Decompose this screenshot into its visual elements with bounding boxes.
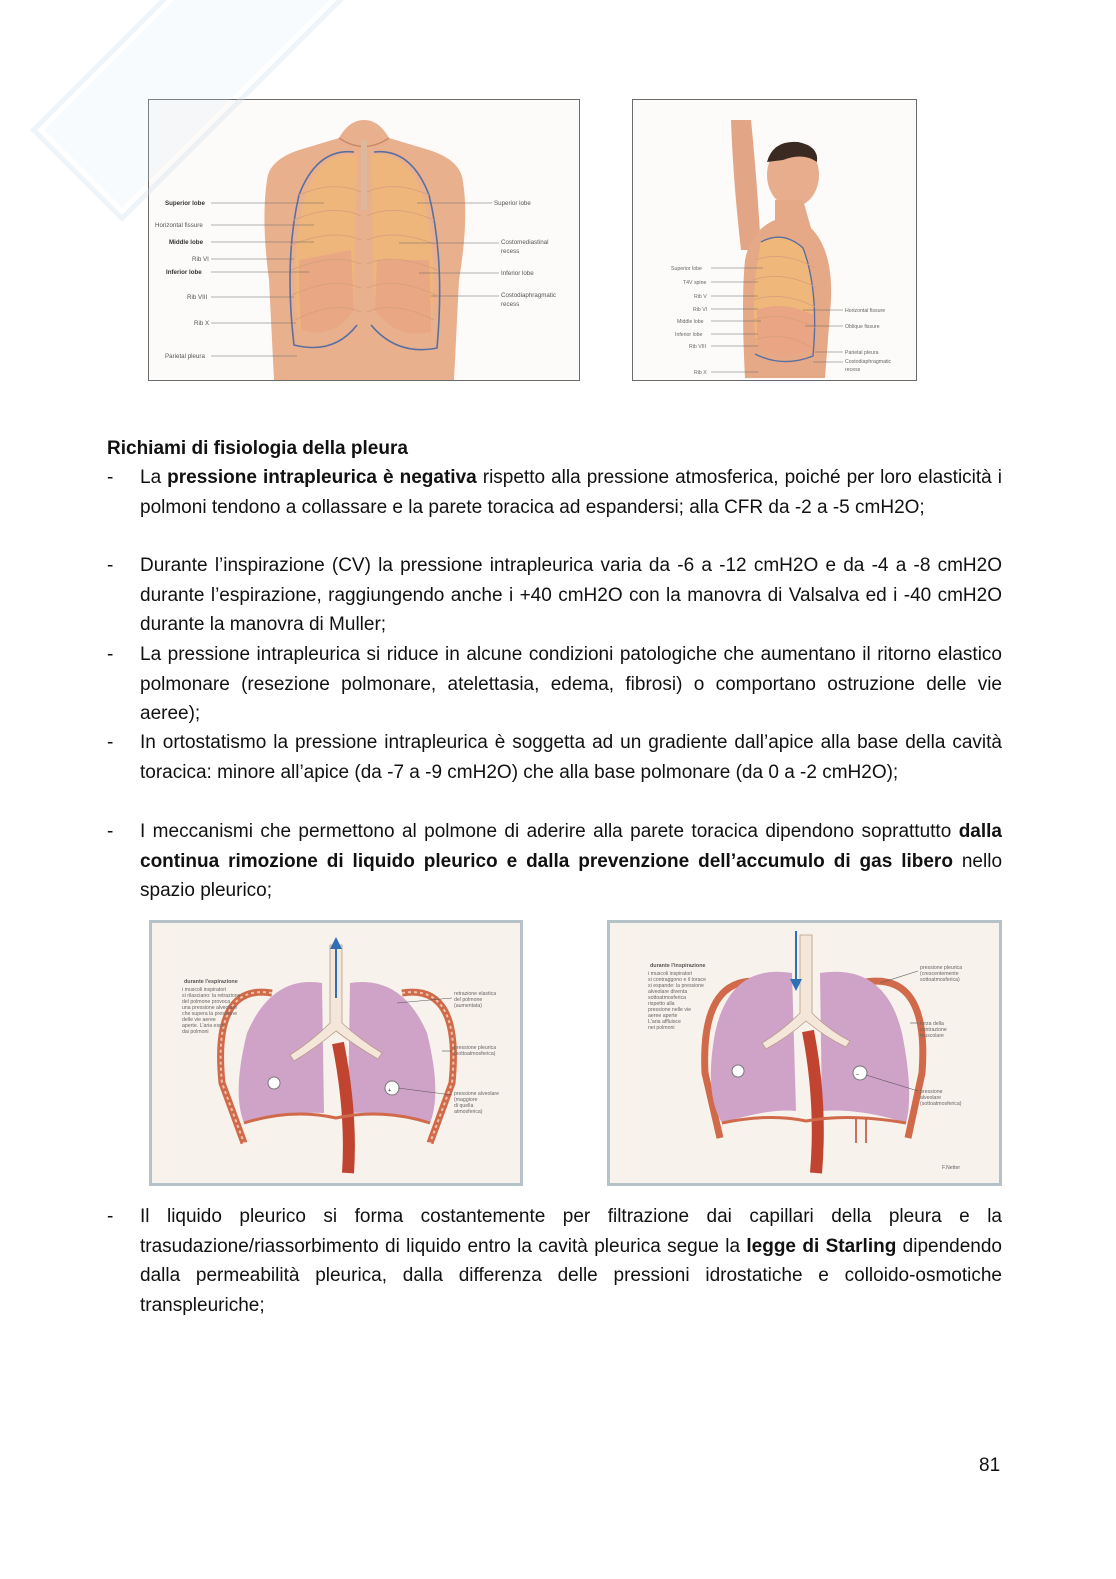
svg-text:pressione alveolare: pressione alveolare: [454, 1091, 499, 1097]
expiration-title: durante l'espirazione: [184, 979, 238, 985]
side-label-rib-viii: Rib VIII: [689, 344, 707, 350]
svg-text:L'aria affluisce: L'aria affluisce: [648, 1019, 681, 1025]
svg-text:+: +: [388, 1088, 392, 1094]
svg-text:aeree aperte: aeree aperte: [648, 1013, 678, 1019]
side-label-middle-lobe: Middle lobe: [677, 319, 704, 325]
svg-text:muscolare: muscolare: [920, 1033, 944, 1039]
bullet-dash: -: [107, 555, 114, 576]
bold-phrase: pressione intrapleurica è negativa: [167, 467, 477, 488]
section-heading: Richiami di fisiologia della pleura: [107, 438, 408, 459]
svg-text:una pressione alveolare: una pressione alveolare: [182, 1005, 238, 1011]
svg-text:(maggiore: (maggiore: [454, 1097, 478, 1103]
bullet-6: [107, 1202, 1002, 1320]
side-label-inferior-lobe: Inferior lobe: [675, 332, 703, 338]
expiration-figure: [149, 920, 523, 1186]
svg-text:del polmone provoca: del polmone provoca: [182, 999, 231, 1005]
bullet-dash: -: [107, 732, 114, 753]
svg-text:alveolare diventa: alveolare diventa: [648, 989, 688, 995]
bullet-dash: -: [107, 821, 114, 842]
page-number: 81: [979, 1455, 1001, 1476]
bold-phrase: legge di Starling: [746, 1235, 897, 1257]
svg-text:–: –: [856, 1072, 859, 1078]
svg-text:atmosferica): atmosferica): [454, 1109, 483, 1115]
side-label-superior-lobe: Superior lobe: [671, 266, 702, 272]
bullet-2: [107, 551, 1002, 640]
svg-text:rispetto alla: rispetto alla: [648, 1001, 675, 1007]
svg-text:di quella: di quella: [454, 1103, 474, 1109]
bullet-text: I meccanismi che permettono al polmone di aderire alla parete toracica dipendono soprattutto dalla continua rimozione di liquido pleurico e dalla prevenzione dell’accumulo di gas libero nello spazio pleurico;: [140, 821, 1003, 902]
chest-front-figure: [148, 99, 580, 381]
inspiration-title: durante l'inspirazione: [650, 963, 706, 969]
label-rib-vi: Rib VI: [192, 256, 209, 263]
label-superior-lobe-right: Superior lobe: [494, 200, 531, 207]
bullet-dash: -: [107, 644, 114, 665]
svg-text:si espande: la pressione: si espande: la pressione: [648, 983, 704, 989]
bullet-3: [107, 640, 1002, 729]
svg-text:che supera la pressione: che supera la pressione: [182, 1011, 238, 1017]
label-inferior-lobe: Inferior lobe: [166, 269, 202, 276]
svg-text:sottoatmosferica: sottoatmosferica: [648, 995, 687, 1001]
side-label-rib-vi: Rib VI: [693, 307, 708, 313]
svg-text:si contraggono e il torace: si contraggono e il torace: [648, 977, 706, 983]
bullet-4: [107, 728, 1002, 787]
side-label-costodiaphragmatic: Costodiaphragmatic: [845, 359, 892, 365]
svg-text:i muscoli inspiratori: i muscoli inspiratori: [648, 971, 693, 977]
side-label-t4v-spine: T4V spine: [683, 280, 707, 286]
svg-text:contrazione: contrazione: [920, 1027, 947, 1033]
bullet-dash: -: [107, 467, 114, 488]
label-recess-1: recess: [501, 248, 520, 255]
svg-text:pressione pleurica: pressione pleurica: [920, 965, 963, 971]
svg-text:delle vie aeree: delle vie aeree: [182, 1017, 216, 1023]
svg-text:dai polmoni: dai polmoni: [182, 1029, 209, 1035]
bullet-dash: -: [107, 1206, 114, 1227]
side-label-recess: recess: [845, 367, 861, 373]
svg-text:(aumentata): (aumentata): [454, 1003, 482, 1009]
netter-signature: F.Netter: [942, 1165, 961, 1171]
label-costodiaphragmatic: Costodiaphragmatic: [501, 292, 557, 299]
svg-text:(sottoatmosferica): (sottoatmosferica): [454, 1051, 496, 1057]
svg-text:i muscoli inspiratori: i muscoli inspiratori: [182, 987, 227, 993]
bold-phrase: dalla continua rimozione di liquido pleurico e dalla prevenzione dell’accumulo di gas libero: [140, 821, 1002, 872]
side-label-parietal-pleura: Parietal pleura: [845, 350, 879, 356]
bullet-text: Durante l’inspirazione (CV) la pressione intrapleurica varia da -6 a -12 cmH2O e da -4 a -8 cmH2O durante l’espirazione, raggiungendo anche i +40 cmH2O con la manovra di Valsalva ed i -40 cmH2O durante la manovra di Muller;: [140, 555, 1002, 636]
label-costomediastinal: Costomediastinal: [501, 239, 549, 246]
svg-text:pressione: pressione: [920, 1089, 943, 1095]
label-rib-viii: Rib VIII: [187, 294, 208, 301]
label-parietal-pleura: Parietal pleura: [165, 353, 205, 360]
svg-text:si rilasciano: la retrazione: si rilasciano: la retrazione: [182, 993, 241, 999]
inspiration-figure: [607, 920, 1002, 1186]
label-middle-lobe: Middle lobe: [169, 239, 204, 246]
label-horizontal-fissure: Horizontal fissure: [155, 222, 203, 229]
label-superior-lobe: Superior lobe: [165, 200, 205, 207]
chest-side-figure: [632, 99, 917, 381]
svg-text:alveolare: alveolare: [920, 1095, 942, 1101]
label-rib-x: Rib X: [194, 320, 210, 327]
side-label-rib-v: Rib V: [694, 294, 707, 300]
svg-text:pressione nelle vie: pressione nelle vie: [648, 1007, 691, 1013]
bullet-1: [107, 463, 1002, 522]
svg-text:(crescentemente: (crescentemente: [920, 971, 959, 977]
svg-text:del polmone: del polmone: [454, 997, 483, 1003]
label-recess-2: recess: [501, 301, 520, 308]
side-label-horizontal-fissure: Horizontal fissure: [845, 308, 886, 314]
svg-text:forza della: forza della: [920, 1021, 944, 1027]
side-label-rib-x: Rib X: [694, 370, 707, 376]
bullet-5: [107, 817, 1002, 906]
label-inferior-lobe-right: Inferior lobe: [501, 270, 534, 277]
svg-text:nei polmoni: nei polmoni: [648, 1025, 675, 1031]
svg-text:sottoatmosferica): sottoatmosferica): [920, 977, 960, 983]
svg-text:aperte. L'aria esce: aperte. L'aria esce: [182, 1023, 225, 1029]
bullet-text: La pressione intrapleurica si riduce in alcune condizioni patologiche che aumentano il ritorno elastico polmonare (resezione polmonare, atelettasia, edema, fibrosi) o comportano ostruzione delle vie aeree);: [140, 644, 1002, 725]
bullet-text: Il liquido pleurico si forma costantemente per filtrazione dai capillari della pleura e la trasudazione/riassorbimento di liquido entro la cavità pleurica segue la legge di Starling dipendendo dalla permeabilità pleurica, dalla differenza delle pressioni idrostatiche e colloido-osmotiche transpleuriche;: [140, 1206, 1003, 1316]
svg-text:(sottoatmosferica): (sottoatmosferica): [920, 1101, 962, 1107]
bullet-text: La pressione intrapleurica è negativa rispetto alla pressione atmosferica, poiché per loro elasticità i polmoni tendono a collassare e la parete toracica ad espandersi; alla CFR da -2 a -5 cmH2O;: [140, 467, 1002, 518]
svg-text:retrazione elastica: retrazione elastica: [454, 991, 497, 997]
side-label-oblique-fissure: Oblique fissure: [845, 324, 880, 330]
svg-text:pressione pleurica: pressione pleurica: [454, 1045, 497, 1051]
bullet-text: In ortostatismo la pressione intrapleurica è soggetta ad un gradiente dall’apice alla base della cavità toracica: minore all’apice (da -7 a -9 cmH2O) che alla base polmonare (da 0 a -2 cmH2O);: [140, 732, 1002, 783]
